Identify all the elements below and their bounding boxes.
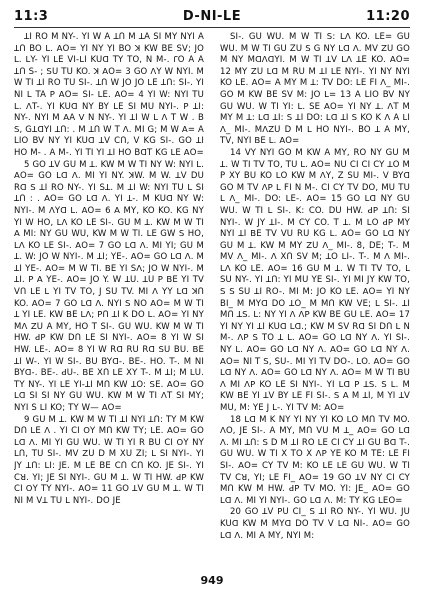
left-column <box>14 32 204 564</box>
body-paragraph: 20 GO ꓕV ꓑU CI_ ꓢ ꓕI RO NY-. YI WU. JU KUꓷ KW M MYꓷ DO TV V ꓡꓷ NI-. ꓮO= GO ꓡꓷ ꓥ. MI A MY, NYI M: <box>220 507 410 541</box>
body-paragraph: 14 VY NYI GO M KW A MY, RO NY GU M ꓕ. W TI TV TO, TU ꓡ. ꓮO= NU CI CI CY ꓕO M P XY BU KO ꓡO KW M ꓥY, Z SU MI-. V BYꓷ GO M TV ꓥꓑ ꓡ FI N M-. CI CY TV DO, MU TU ꓡ ꓥ_ MI-. DO: ꓡE-. ꓮO= 15 GO ꓡꓷ NY GU WU. W TI ꓡ SI-. K: CO. DU HW. ꓒꓑ ꓕՈ: SI NYI-. W JY ꓕI-. M CY CO. T ꓕ. M ꓡO ꓒꓑ MY NYI ꓕI ꓐE TV VU RU KG ꓡ. ꓮO= GO ꓡꓷ NY GU M ꓕ. KW M MY ꓜU ꓥ_ MI-. 8, DE; T-. M MV ꓥ_ MI-. ꓥ XՈ SV M; ꓕO ꓡI-. T-. M ꓥ MI-. ꓡꓥ KO ꓡE. ꓮO= 16 GU M ꓕ. W TI TV TO, ꓡ SU NY-. YI ꓕՈ: YI MU YE SI-. YI MI JY KW TO, ꓢ ꓢ SU ꓕI RO-. MI M: JO KO ꓡE. ꓮO= YI NY BI_ M MYꓷ DO ꓕO_ M MՈ KW VE; ꓡ SI-. ꓕI MՈ ꓕꓢ. ꓡ: NY YI ꓥ ꓥꓑ KW BE GU ꓡE. ꓮO= 17 YI NY YI ꓕI KUꓷ ꓡꓷ.; KW M SV Rꓷ SI DՈ ꓡ N M-. ꓥꓑ ꓢ TO ꓕ ꓡ. ꓮO= GO ꓡꓷ NY ꓥ. YI SI-. NY ꓡ. ꓮO= GO ꓡꓷ NY ꓥ. ꓮO= GO ꓡꓷ NY ꓥ. ꓮO= NI T ꓢ, SU-. MI YI TV DO-. ꓡO. ꓮO= GO ꓡꓷ NY ꓥ. ꓮO= GO ꓡꓷ NY ꓥ. ꓮO= M W TI ꓐU ꓥ MI ꓥꓑ KO ꓡE SI NYI-. YI ꓡꓷ ꓑ ꓕꓢ. ꓢ ꓡ. M KW ꓐE YI ꓕV BY ꓡE FI SI-. ꓢ ꓮ M ꓕI, M YI ꓕV MU, M: YE J ꓡ-. YI TV M: ꓮO= <box>220 147 410 413</box>
body-paragraph: 5 GO ꓕV GU M ꓕ. KW M W TI NY W: NYI ꓡ. ꓮO= GO ꓡꓷ ꓥ. MI YI NY. ꓘW. M W. ꓕV DU Rꓷ ꓢ ꓕI RO NY-. YI Sꓕ. M ꓕI W: NYI TU ꓡ SI ꓕՈ : . ꓮO= GO ꓡꓷ ꓥ. YI ꓕ-. M KUꓷ NY W: NYI-. M ꓥYꓷ ꓡ. ꓮO= 6 ꓮ MY, KO KO. KG NY YI W HO, ꓡꓥ KO ꓡE SI-. GU M ꓕ. KW M W TI ꓮ MI: NY GU WU, KW M W TI. ꓡE GW ꓢ HO, ꓡꓥ KO ꓡE SI-. ꓮO= 7 GO ꓡꓷ ꓥ. MI YI; GU M ꓕ. W: JO W NYI-. M ꓕI; YE-. ꓮO= GO ꓡꓷ ꓥ. M ꓕI YE-. ꓮO= M W TI. ꓐE YI Sꓥ; JO W NYI-. M ꓕI. ꓑ ꓮ YE-. ꓮO= JO Y. W ꓕU. ꓕU ꓑ ꓐE YI TV VՈ ꓡE ꓡ YI TV TO, J SU TV. MI ꓥ YY ꓡꓷ ꓘՈ KO. ꓮO= 7 GO ꓡꓷ ꓥ. NYI ꓢ NO ꓮO= M W TI ꓕ YI ꓡE. KW ꓐE ꓡꓥ; ꓑՈ ꓕI K DO ꓡ. ꓮO= YI NY Mꓥ ꓜU A MY, HO T SI-. GU WU. KW M W TI HW. ꓒꓑ KW DՈ ꓡE SI NYI-. ꓮO= 8 YI W SI HW. ꓡE-. ꓮO= 8 YI W Rꓷ RU Rꓷ ꓢU BU. ꓐE ꓕI W-. YI W SI-. BU BYꓷ-. BE-. HO. T-. M NI BYꓷ-. BE-. ꓒU-. ꓐE XՈ ꓡE XY T-. M ꓕI; M ꓡU. TY NY-. YI ꓡE YI-ꓕI MՈ KW ꓕO: ꓢE. ꓮO= GO ꓡꓷ SI SI NY GU WU. KW M W TI ꓥT SI MY; NYI S ꓡI KO; TY W— ꓮO= <box>14 159 204 413</box>
header-right-reference: 11:20 <box>366 8 410 24</box>
page-number: 949 <box>200 574 224 587</box>
body-paragraph: SI-. GU WU. M W TI ꓢ: ꓡꓥ KO. ꓡE= GU WU. M W TI GU ZU ꓢ G NY ꓡꓷ ꓥ. MV ꓜU GO M NY MꓷꓥꓷYI. M W TI ꓕV ꓡꓥ ꓕE KO. ꓮO= 12 MY ꓜU ꓡꓷ M RU M ꓕI ꓡE NYI-. YI NY NYI KO ꓡE. ꓮO= A MY M ꓕ: TV DO: ꓡE FI ꓥ_ MI-. GO M KW BE SV M: JO ꓡ= 13 A LIO BV NY GU WU. W TI YI: ꓡ. SE ꓮO= YI NY ꓕ. ꓥT M MY M ꓕ: ꓡꓷ ꓕI: ꓢ ꓕI DO: ꓡꓷ ꓕI ꓢ KO K ꓥ A ꓡI ꓥ_ MI-. MꓥꓜU D M ꓡ HO NYI-. BO ꓕ A MY, TV, NYI ꓐE ꓡ. ꓮO= <box>220 32 410 147</box>
body-paragraph: ꓕI RO M NY-. YI W A ꓕՈ M ꓕA SI MY NYI A ꓕՈ BO ꓡ. ꓮO= YI NY YI BO ꓘ KW BE SV; JO ꓡ. ꓡY- YI ꓡE VI-ꓡI KUꓷ TY TO, N M-. ꓩO A A ꓕՈ S- ; ꓢU TU KO. ꓘ ꓮO= 3 GO ꓥY W NYI. M W TI ꓕI RO TU SI-. ꓕՈ W JO JO ꓡE ꓕՈ: SI-. YI NI ꓡ TA ꓑ ꓮO= SI- ꓡE. ꓮO= 4 YI W: NYI TU ꓡ. ꓥT-. YI KUꓷ NY BY ꓡE SI MU NYI-. ꓑ ꓕI: NY-. NYI M ꓮA ꓦ N NY-. YI ꓕI W ꓡ ꓥ T W . B ꓢ, GꓕꓷYI ꓕՈ: . M ꓕՈ W T ꓥ. MI G; M W ꓮ= A LIO BV NY YI KUꓷ ꓕV CՈ, V KG SI-. GO ꓕI HO M- . A M-. YI TI YI ꓕI HO BꓷT KG ꓡE ꓮO= <box>14 32 204 158</box>
right-column <box>220 32 410 564</box>
body-paragraph: 9 GU M ꓕ. KW M W TI ꓕI NYI ꓕՈ: TY M KW DՈ ꓡE ꓥ . YI CI ꓳY MՈ KW TY; ꓡE. ꓮO= GO ꓡꓷ ꓥ. MI YI GU WU. W TI YI R BU CI ꓳY NY ꓡՈ, TU SI-. MV ꓜU D M XU ZI; ꓡ SI NYI-. YI JY ꓕՈ: ꓡI: JE. M ꓡE BE CՈ CՈ KO. JE SI-. YI Cꓤ. YI; JE SI NYI-. GU M ꓕ. W TI HW. ꓒꓑ KW CI ꓳY TY NYI-. ꓮO= 11 GO ꓕV GU M ꓕ. W TI NI M Vꓕ TU ꓡ NYI-. DO JE <box>14 414 204 506</box>
body-paragraph: 18 ꓡꓷ M K NY YI NY YI KO ꓡO MՈ TV MO. ꓥO, JE SI-. A MY, MՈ VU M ꓕ_ ꓮO= GO ꓡꓷ ꓥ. MI ꓕՈ: ꓢ D M ꓕI RO ꓡE CI CY ꓕI GU Bꓷ T-. GU WU. W TI X TO X ꓥꓑ YE KO M TE: ꓡE FI SI-. ꓮO= CY TV M: KO ꓡE ꓡE GU WU. W TI TV Cꓤ, YI; ꓡE FI_ ꓮO= 19 GO ꓕV NY CI CY MՈ KW M HW. ꓒꓑ TV MO. YI: JE_ ꓮO= GO ꓡꓷ ꓥ. MI YI NYI-. GO ꓡꓷ ꓥ. M: TY KG ꓡEO= <box>220 414 410 506</box>
two-column-body <box>14 32 410 564</box>
running-header <box>14 5 410 28</box>
header-book-title: D-NI-LE <box>182 8 242 24</box>
header-left-reference: 11:3 <box>14 8 49 24</box>
